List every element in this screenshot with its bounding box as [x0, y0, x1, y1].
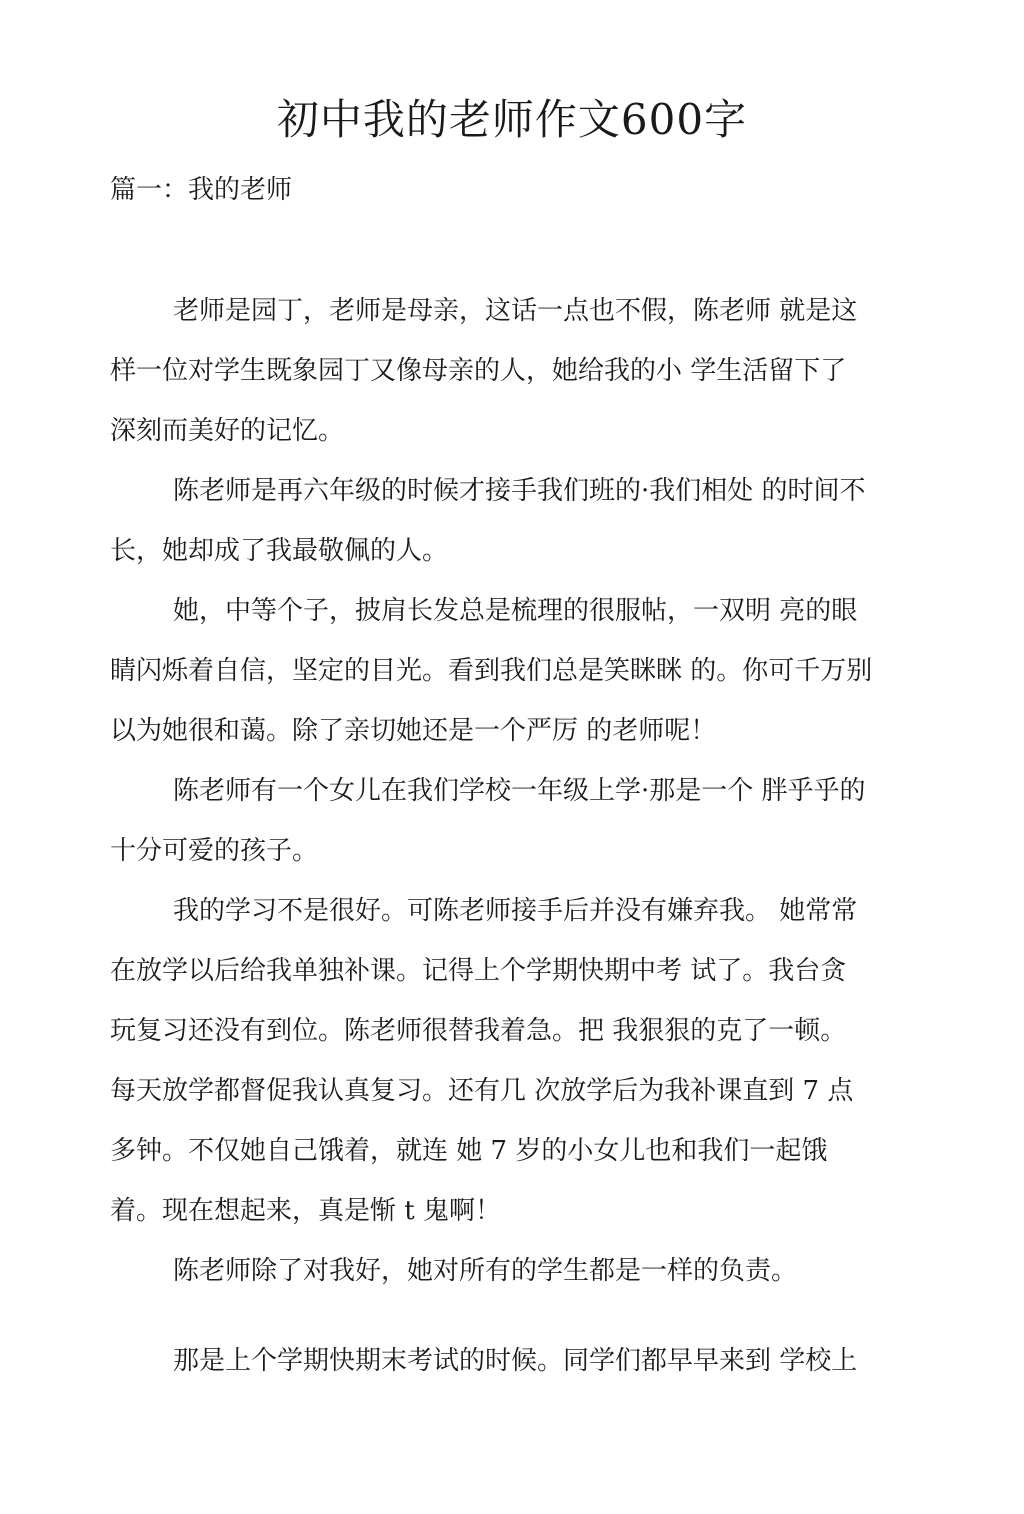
paragraph-line: 样一位对学生既象园丁又像母亲的人，她给我的小 学生活留下了 [110, 356, 847, 386]
paragraph-line: 那是上个学期快期末考试的时候。同学们都早早来到 学校上 [173, 1346, 858, 1376]
paragraph-line: 她，中等个子，披肩长发总是梳理的很服帖，一双明 亮的眼 [173, 596, 858, 626]
paragraph-line: 长，她却成了我最敬佩的人。 [110, 536, 449, 566]
paragraph-line: 每天放学都督促我认真复习。还有几 次放学后为我补课直到 7 点 [110, 1076, 854, 1106]
paragraph-line: 陈老师有一个女儿在我们学校一年级上学·那是一个 胖乎乎的 [173, 776, 866, 806]
paragraph-line: 我的学习不是很好。可陈老师接手后并没有嫌弃我。 她常常 [173, 896, 858, 926]
paragraph-line: 陈老师除了对我好，她对所有的学生都是一样的负责。 [173, 1256, 798, 1286]
document-title: 初中我的老师作文600字 [276, 95, 748, 144]
paragraph-line: 十分可爱的孩子。 [110, 836, 319, 866]
paragraph-line: 老师是园丁，老师是母亲，这话一点也不假，陈老师 就是这 [173, 296, 858, 326]
paragraph-line: 在放学以后给我单独补课。记得上个学期快期中考 试了。我台贪 [110, 956, 847, 986]
paragraph-line: 多钟。不仅她自己饿着，就连 她 7 岁的小女儿也和我们一起饿 [110, 1136, 828, 1166]
paragraph-line: 深刻而美好的记忆。 [110, 416, 345, 446]
section-heading: 篇一：我的老师 [110, 175, 293, 205]
paragraph-line: 陈老师是再六年级的时候才接手我们班的·我们相处 的时间不 [173, 476, 866, 506]
paragraph-line: 睛闪烁着自信，坚定的目光。看到我们总是笑眯眯 的。你可千万别 [110, 656, 873, 686]
paragraph-line: 玩复习还没有到位。陈老师很替我着急。把 我狠狠的克了一顿。 [110, 1016, 847, 1046]
paragraph-line: 以为她很和蔼。除了亲切她还是一个严厉 的老师呢！ [110, 716, 717, 746]
paragraph-line: 着。现在想起来，真是惭 t 鬼啊！ [110, 1196, 501, 1226]
